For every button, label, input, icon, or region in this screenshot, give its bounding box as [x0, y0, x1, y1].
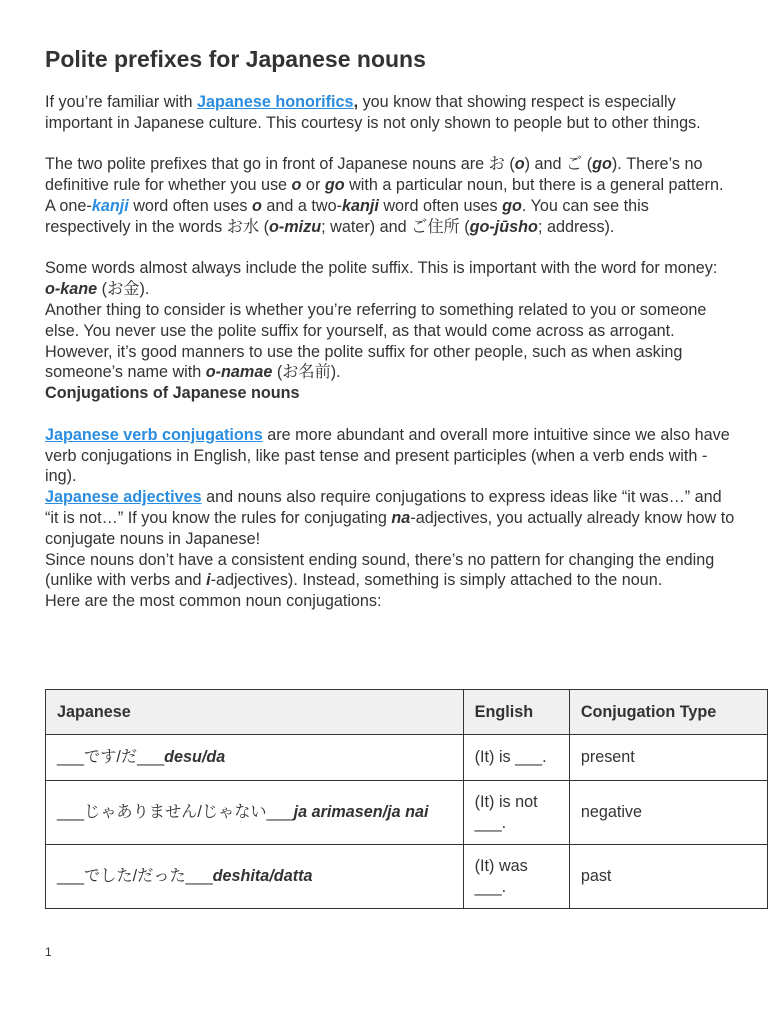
romaji: go [592, 155, 612, 174]
text: The two polite prefixes that go in front of Japanese nouns are [45, 155, 489, 174]
text: and a two- [261, 196, 342, 215]
text: . You can see this respectively in the words [45, 196, 649, 236]
type-cell: negative [569, 781, 767, 845]
english-cell: (It) was ___. [463, 845, 569, 909]
japanese-glyph: ご [566, 155, 583, 174]
text: ( [272, 363, 283, 382]
text: ( [459, 217, 470, 236]
table-row [46, 735, 768, 781]
text: -adjectives, you actually already know how to conjugate nouns in Japanese! [45, 508, 735, 548]
english-cell: (It) is ___. [463, 735, 569, 781]
japanese-glyph: ___でした/だった___ [57, 867, 213, 885]
japanese-cell [46, 781, 464, 845]
column-header: Japanese [46, 690, 464, 735]
type-cell: past [569, 845, 767, 909]
text: word often uses [128, 196, 252, 215]
romaji: deshita/datta [212, 867, 313, 885]
text: ; water) and [321, 217, 412, 236]
romaji: o [251, 196, 262, 215]
adjectives-paragraph [45, 487, 735, 549]
conjugation-table [45, 689, 768, 909]
text: or [301, 176, 325, 195]
section-heading: Conjugations of Japanese nouns [45, 384, 300, 403]
prefixes-paragraph [45, 154, 735, 237]
text: ( [259, 217, 270, 236]
text: -adjectives). Instead, something is simply attached to the noun. [210, 571, 663, 590]
kanji-keyword: kanji [341, 196, 379, 215]
japanese-glyph: ___です/だ___ [57, 748, 165, 766]
money-paragraph [45, 258, 735, 300]
text: If you’re familiar with [45, 93, 198, 111]
romaji: go [502, 196, 522, 215]
respect-paragraph [45, 300, 735, 383]
romaji: o-mizu [269, 217, 322, 236]
japanese-cell [46, 845, 464, 909]
column-header: English [463, 690, 569, 735]
type-cell: present [569, 735, 767, 781]
japanese-cell [46, 735, 464, 781]
text: Another thing to consider is whether you’re referring to something related to you or someone else. You never use the polite suffix for yourself, as that would come across as arrogant. However, it’s good manners to use the polite suffix for other people, such as when asking someone’s name with [45, 300, 707, 382]
text: word often uses [378, 196, 503, 215]
japanese-glyph: お [488, 155, 505, 174]
text: ). There’s no definitive rule for whether you use [45, 155, 703, 195]
verb-conjugations-paragraph [45, 425, 735, 487]
romaji: o [514, 155, 525, 174]
table-row [46, 781, 768, 845]
text: are more abundant and overall more intuitive since we also have verb conjugations in English, like past tense and present participles (when a verb ends with -ing). [45, 425, 730, 486]
romaji: desu/da [164, 748, 226, 766]
text: ) and [524, 155, 567, 174]
japanese-honorifics-link[interactable]: Japanese honorifics [197, 93, 354, 111]
nouns-ending-paragraph [45, 550, 735, 592]
japanese-glyph: お名前 [282, 363, 331, 382]
page-number: 1 [45, 945, 52, 959]
romaji: ja arimasen/ja nai [293, 803, 429, 821]
romaji: go-jūsho [469, 217, 538, 236]
text: you know that showing respect is especially important in Japanese culture. This courtesy is not only shown to people but to other things. [45, 93, 701, 132]
japanese-glyph: ___じゃありません/じゃない___ [57, 803, 294, 821]
text: ). [139, 280, 150, 299]
table-header-row [46, 690, 768, 735]
text: , [353, 93, 359, 111]
romaji: o-kane [45, 280, 98, 299]
body-text [45, 92, 735, 612]
text: ( [582, 155, 593, 174]
text: and nouns also require conjugations to express ideas like “it was…” and “it is not…” If you know the rules for conjugating [45, 488, 722, 527]
table-row [46, 845, 768, 909]
text: Some words almost always include the polite suffix. This is important with the word for money: [45, 259, 718, 278]
page-title: Polite prefixes for Japanese nouns [45, 46, 426, 72]
romaji: go [324, 176, 345, 195]
romaji: i [206, 571, 211, 590]
japanese-glyph: お水 [226, 217, 260, 236]
text: ). [330, 363, 341, 382]
text: ( [97, 280, 108, 299]
text: ; address). [537, 217, 615, 236]
romaji: o [291, 176, 302, 195]
table-intro: Here are the most common noun conjugations: [45, 592, 382, 611]
text: ( [504, 155, 515, 174]
text: with a particular noun, but there is a general pattern. A one- [45, 176, 724, 215]
column-header: Conjugation Type [569, 690, 767, 735]
japanese-glyph: お金 [107, 280, 140, 299]
japanese-glyph: ご住所 [411, 217, 460, 236]
japanese-adjectives-link[interactable]: Japanese adjectives [45, 488, 202, 507]
intro-paragraph [45, 92, 735, 134]
text: Since nouns don’t have a consistent ending sound, there’s no pattern for changing the ending (unlike with verbs and [45, 550, 715, 590]
romaji: na [391, 508, 411, 527]
romaji: o-namae [205, 363, 273, 382]
english-cell: (It) is not ___. [463, 781, 569, 845]
japanese-verb-conjugations-link[interactable]: Japanese verb conjugations [45, 425, 263, 444]
kanji-keyword: kanji [91, 196, 129, 215]
